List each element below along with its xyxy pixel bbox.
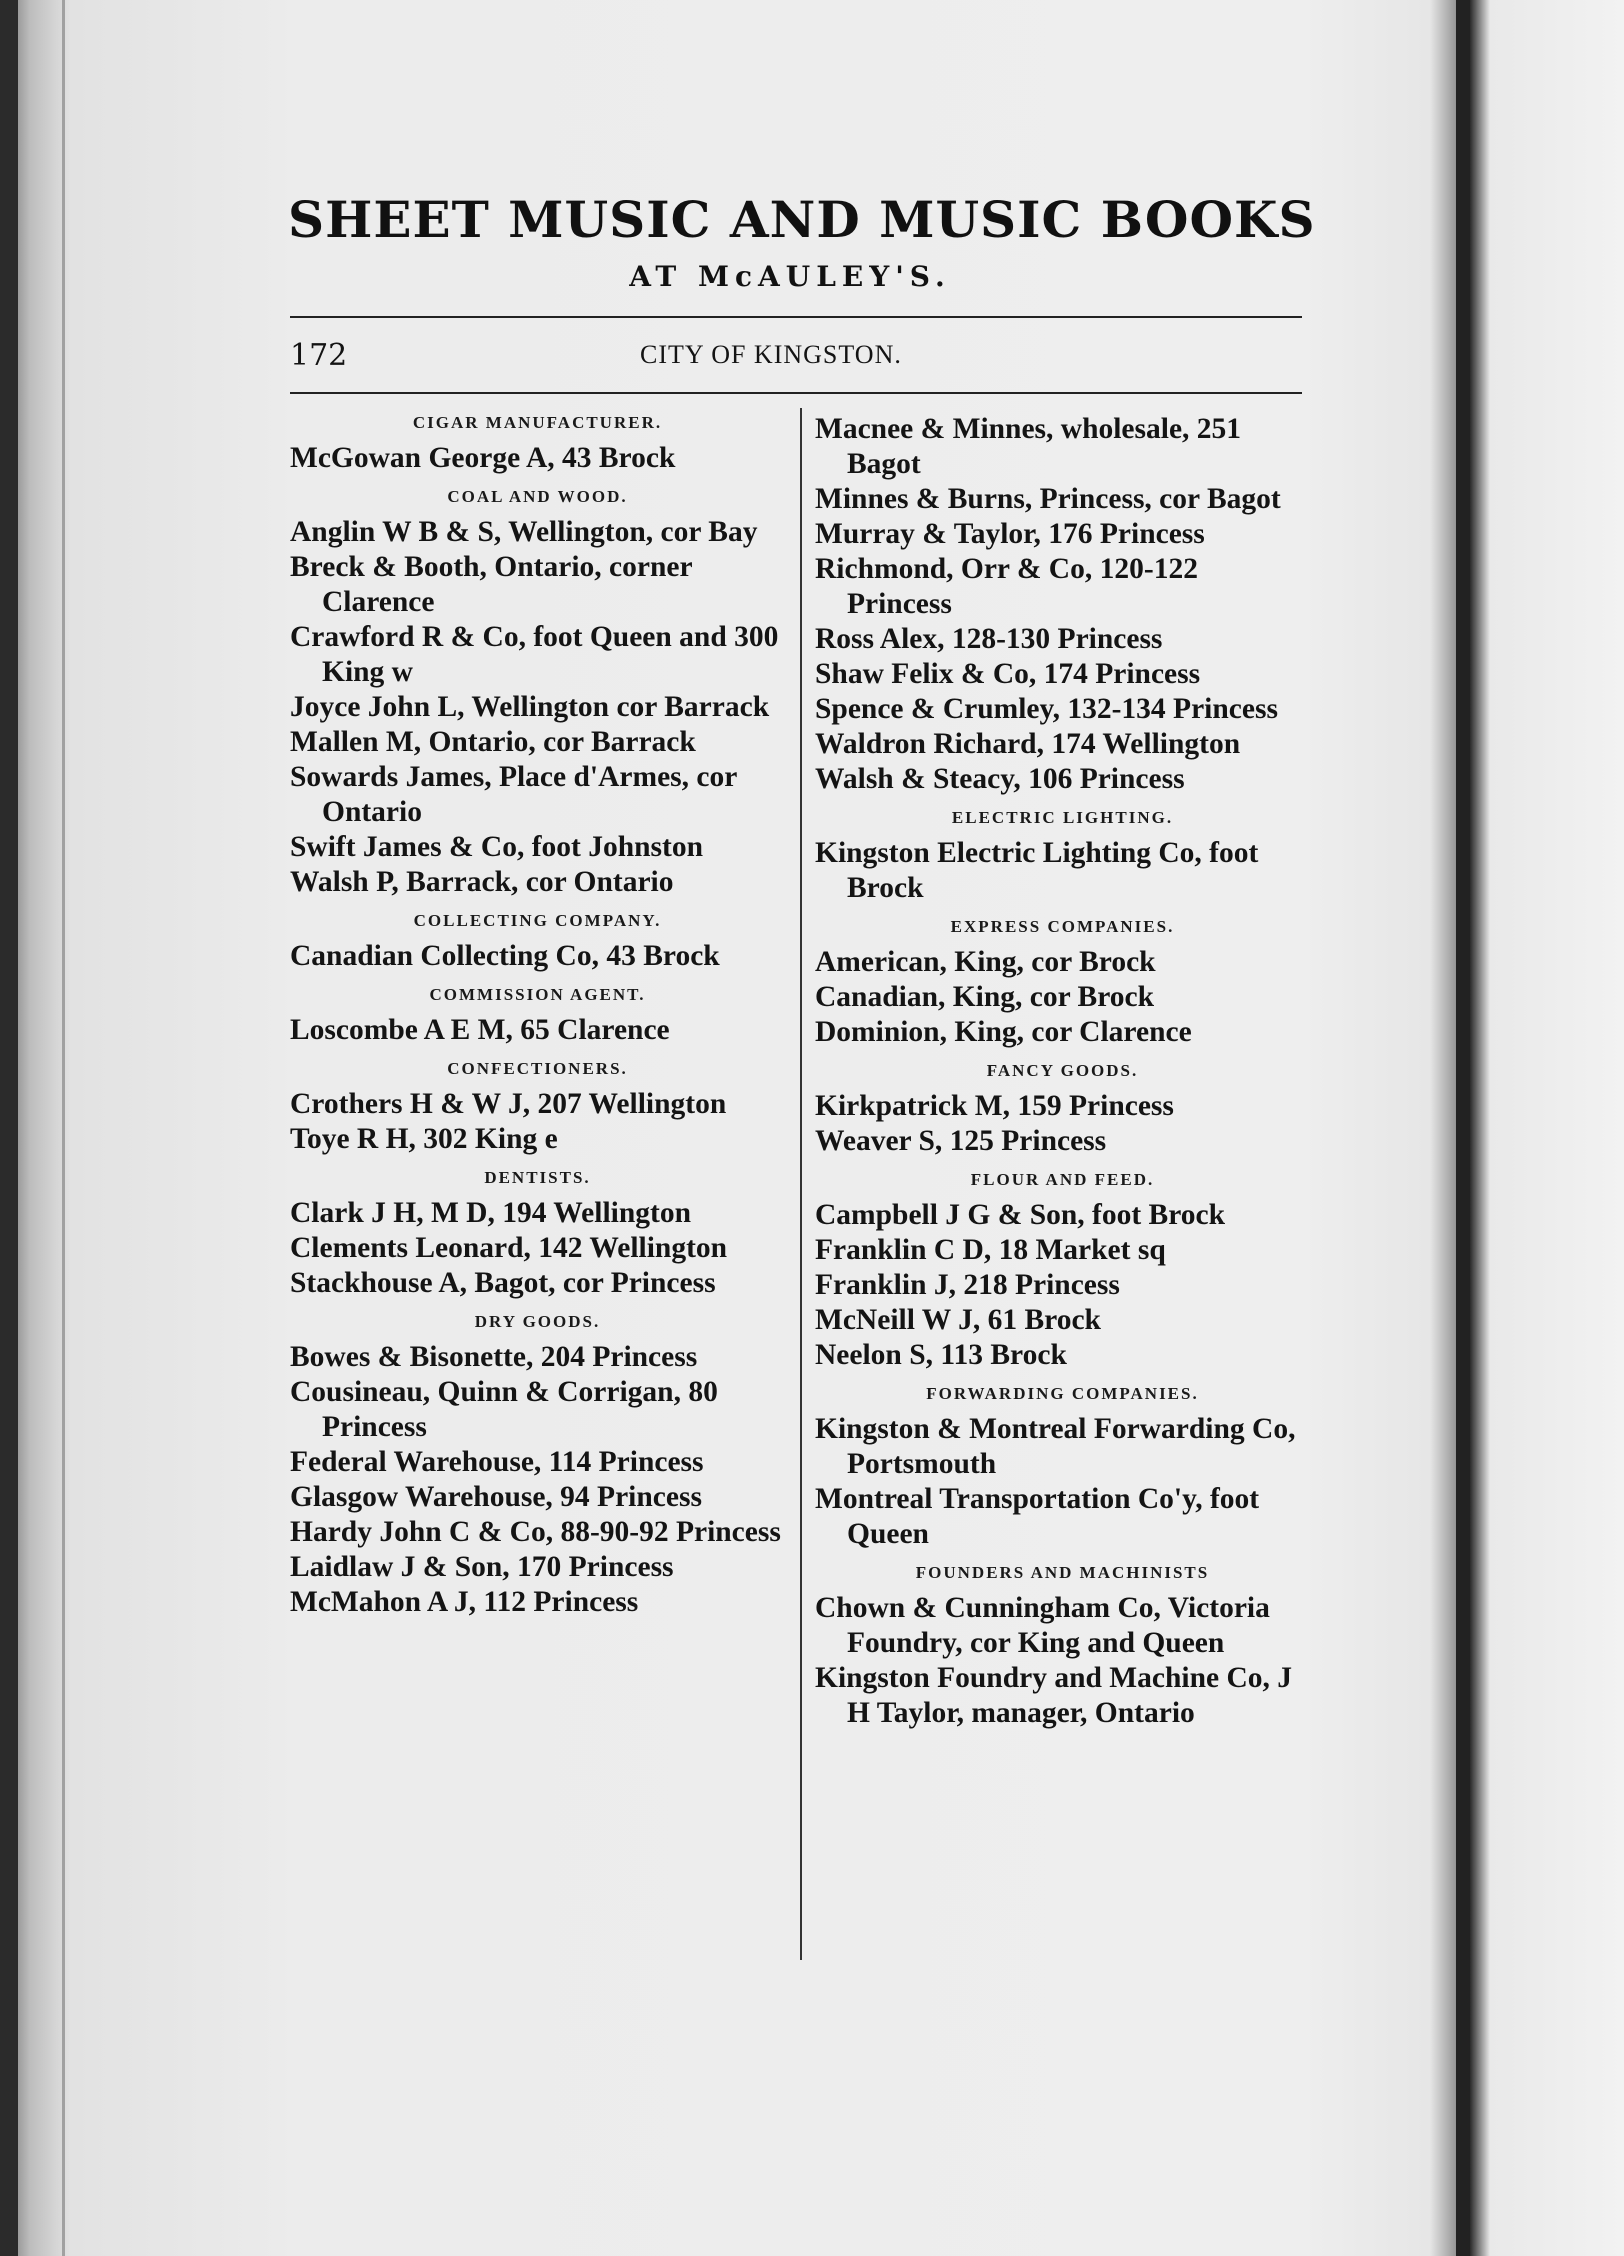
page-left-edge [0,0,18,2256]
directory-entry: Bowes & Bisonette, 204 Princess [290,1341,698,1373]
section-heading: COLLECTING COMPANY. [413,911,662,930]
directory-entry: Federal Warehouse, 114 Princess [290,1446,704,1478]
directory-entry: Loscombe A E M, 65 Clarence [290,1014,670,1046]
left-column [290,412,785,1620]
directory-entry: Richmond, Orr & Co, 120-122 Princess [815,553,1198,620]
header-rule [290,392,1302,394]
directory-entry: Clements Leonard, 142 Wellington [290,1232,728,1264]
directory-entry: Sowards James, Place d'Armes, cor Ontario [290,761,737,828]
page-number: 172 [290,338,348,373]
directory-entry: Franklin C D, 18 Market sq [815,1234,1166,1266]
directory-entry: Montreal Transportation Co'y, foot Queen [815,1483,1260,1550]
section-heading: FOUNDERS AND MACHINISTS [915,1563,1210,1582]
directory-entry: Kingston & Montreal Forwarding Co, Portsmouth [815,1413,1296,1480]
advertisement-banner-subtitle: AT McAULEY'S. [629,260,951,293]
binding-gutter [62,0,65,2256]
directory-entry: Toye R H, 302 King e [290,1123,558,1155]
section-heading: DRY GOODS. [474,1312,601,1331]
section-heading: FANCY GOODS. [986,1061,1139,1080]
section-heading: CIGAR MANUFACTURER. [412,413,663,432]
section-heading: FLOUR AND FEED. [970,1170,1155,1189]
directory-entry: Walsh & Steacy, 106 Princess [815,763,1185,795]
directory-entry: Macnee & Minnes, wholesale, 251 Bagot [815,413,1242,480]
directory-entry: Ross Alex, 128-130 Princess [815,623,1163,655]
directory-entry: Hardy John C & Co, 88-90-92 Princess [290,1516,781,1548]
directory-entry: Spence & Crumley, 132-134 Princess [815,693,1278,725]
section-heading: COMMISSION AGENT. [429,985,646,1004]
directory-entry: Walsh P, Barrack, cor Ontario [290,866,674,898]
column-divider [800,408,802,1960]
top-rule [290,316,1302,318]
directory-entry: Cousineau, Quinn & Corrigan, 80 Princess [290,1376,718,1443]
directory-entry: Campbell J G & Son, foot Brock [815,1199,1226,1231]
right-column [815,412,1310,1731]
directory-entry: Mallen M, Ontario, cor Barrack [290,726,696,758]
directory-entry: Minnes & Burns, Princess, cor Bagot [815,483,1281,515]
directory-entry: Dominion, King, cor Clarence [815,1016,1192,1048]
page-title: CITY OF KINGSTON. [640,340,902,369]
directory-entry: Chown & Cunningham Co, Victoria Foundry, cor King and Queen [815,1592,1270,1659]
directory-entry: Stackhouse A, Bagot, cor Princess [290,1267,716,1299]
directory-entry: Kingston Foundry and Machine Co, J H Taylor, manager, Ontario [815,1662,1292,1729]
directory-entry: Breck & Booth, Ontario, corner Clarence [290,551,693,618]
section-heading: EXPRESS COMPANIES. [950,917,1175,936]
directory-entry: Canadian, King, cor Brock [815,981,1155,1013]
section-heading: FORWARDING COMPANIES. [926,1384,1199,1403]
page-right-edge [1456,0,1470,2256]
directory-entry: Crothers H & W J, 207 Wellington [290,1088,727,1120]
directory-entry: Clark J H, M D, 194 Wellington [290,1197,692,1229]
directory-entry: McMahon A J, 112 Princess [290,1586,639,1618]
directory-entry: Kingston Electric Lighting Co, foot Brock [815,837,1259,904]
directory-entry: McNeill W J, 61 Brock [815,1304,1101,1336]
directory-entry: Neelon S, 113 Brock [815,1339,1067,1371]
directory-entry: Shaw Felix & Co, 174 Princess [815,658,1201,690]
directory-entry: Kirkpatrick M, 159 Princess [815,1090,1174,1122]
directory-entry: Joyce John L, Wellington cor Barrack [290,691,770,723]
advertisement-banner-title: SHEET MUSIC AND MUSIC BOOKS [288,190,1316,249]
directory-entry: McGowan George A, 43 Brock [290,442,676,474]
directory-entry: Laidlaw J & Son, 170 Princess [290,1551,674,1583]
directory-entry: Waldron Richard, 174 Wellington [815,728,1241,760]
directory-entry: Anglin W B & S, Wellington, cor Bay [290,516,758,548]
section-heading: COAL AND WOOD. [447,487,628,506]
section-heading: DENTISTS. [484,1168,591,1187]
directory-entry: Crawford R & Co, foot Queen and 300 King w [290,621,779,688]
section-heading: CONFECTIONERS. [447,1059,628,1078]
directory-entry: Franklin J, 218 Princess [815,1269,1120,1301]
directory-entry: Weaver S, 125 Princess [815,1125,1107,1157]
section-heading: ELECTRIC LIGHTING. [951,808,1174,827]
directory-entry: Glasgow Warehouse, 94 Princess [290,1481,702,1513]
directory-entry: Murray & Taylor, 176 Princess [815,518,1205,550]
directory-entry: Canadian Collecting Co, 43 Brock [290,940,720,972]
directory-entry: Swift James & Co, foot Johnston [290,831,703,863]
directory-entry: American, King, cor Brock [815,946,1156,978]
